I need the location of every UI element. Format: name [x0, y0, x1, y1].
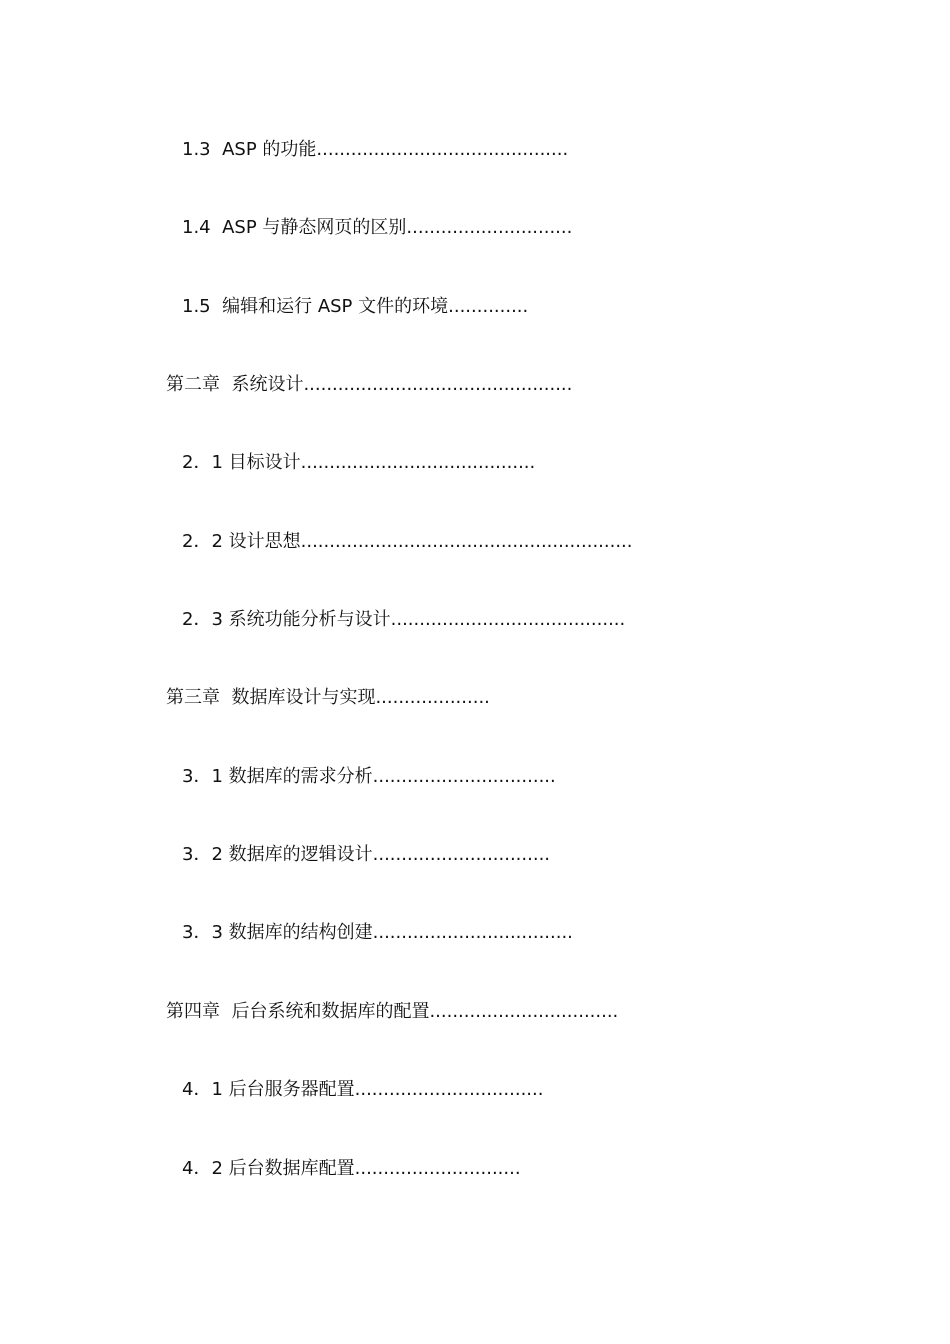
toc-entry — [182, 843, 550, 867]
toc-chapter-title: 数据库设计与实现 — [231, 687, 376, 708]
toc-leader-dots: ......................................... — [300, 452, 536, 473]
toc-entry — [182, 451, 535, 475]
toc-chapter-entry — [166, 686, 490, 710]
toc-chapter-number: 第二章 — [166, 374, 220, 395]
toc-entry-title: 目标设计 — [228, 452, 301, 473]
toc-entry-title: 系统功能分析与设计 — [228, 609, 391, 630]
toc-entry — [182, 921, 573, 945]
toc-entry-title: ASP 的功能 — [222, 139, 317, 160]
toc-entry-title: ASP 与静态网页的区别 — [222, 217, 407, 238]
toc-leader-dots: ............................. — [406, 217, 573, 238]
toc-chapter-title: 系统设计 — [231, 374, 304, 395]
toc-entry — [182, 1078, 543, 1102]
toc-leader-dots: ......................................... — [390, 609, 626, 630]
toc-leader-dots: .......................................................... — [300, 531, 633, 552]
toc-leader-dots: .................... — [375, 687, 490, 708]
toc-leader-dots: ............................................... — [303, 374, 573, 395]
toc-entry-number: 4．2 — [182, 1158, 223, 1179]
toc-chapter-entry — [166, 373, 572, 397]
toc-entry-number: 4．1 — [182, 1079, 223, 1100]
toc-entry — [182, 530, 633, 554]
toc-chapter-number: 第三章 — [166, 687, 220, 708]
toc-leader-dots: ............................. — [354, 1158, 521, 1179]
toc-leader-dots: ................................. — [354, 1079, 544, 1100]
toc-leader-dots: ................................ — [372, 766, 556, 787]
toc-entry-number: 3．3 — [182, 922, 223, 943]
toc-leader-dots: ................................... — [372, 922, 573, 943]
toc-entry-title: 设计思想 — [228, 531, 301, 552]
toc-entry-number: 1.5 — [182, 296, 211, 317]
toc-entry — [182, 295, 528, 319]
toc-entry — [182, 608, 625, 632]
toc-entry-title: 数据库的逻辑设计 — [228, 844, 373, 865]
toc-entry-number: 3．2 — [182, 844, 223, 865]
toc-entry — [182, 138, 568, 162]
toc-leader-dots: .............. — [448, 296, 529, 317]
toc-entry — [182, 216, 572, 240]
toc-entry — [182, 765, 556, 789]
toc-chapter-entry — [166, 1000, 618, 1024]
toc-entry-number: 1.3 — [182, 139, 211, 160]
toc-entry-number: 2．2 — [182, 531, 223, 552]
toc-leader-dots: ................................. — [429, 1001, 619, 1022]
toc-leader-dots: ............................... — [372, 844, 551, 865]
toc-entry-number: 1.4 — [182, 217, 211, 238]
toc-entry-title: 数据库的需求分析 — [228, 766, 373, 787]
toc-entry-title: 数据库的结构创建 — [228, 922, 373, 943]
toc-entry-number: 2．1 — [182, 452, 223, 473]
toc-leader-dots: ............................................ — [316, 139, 569, 160]
toc-entry-title: 后台服务器配置 — [228, 1079, 355, 1100]
toc-chapter-number: 第四章 — [166, 1001, 220, 1022]
toc-entry — [182, 1157, 521, 1181]
toc-entry-number: 2．3 — [182, 609, 223, 630]
toc-entry-title: 后台数据库配置 — [228, 1158, 355, 1179]
toc-entry-title: 编辑和运行 ASP 文件的环境 — [222, 296, 449, 317]
toc-entry-number: 3．1 — [182, 766, 223, 787]
toc-chapter-title: 后台系统和数据库的配置 — [231, 1001, 430, 1022]
